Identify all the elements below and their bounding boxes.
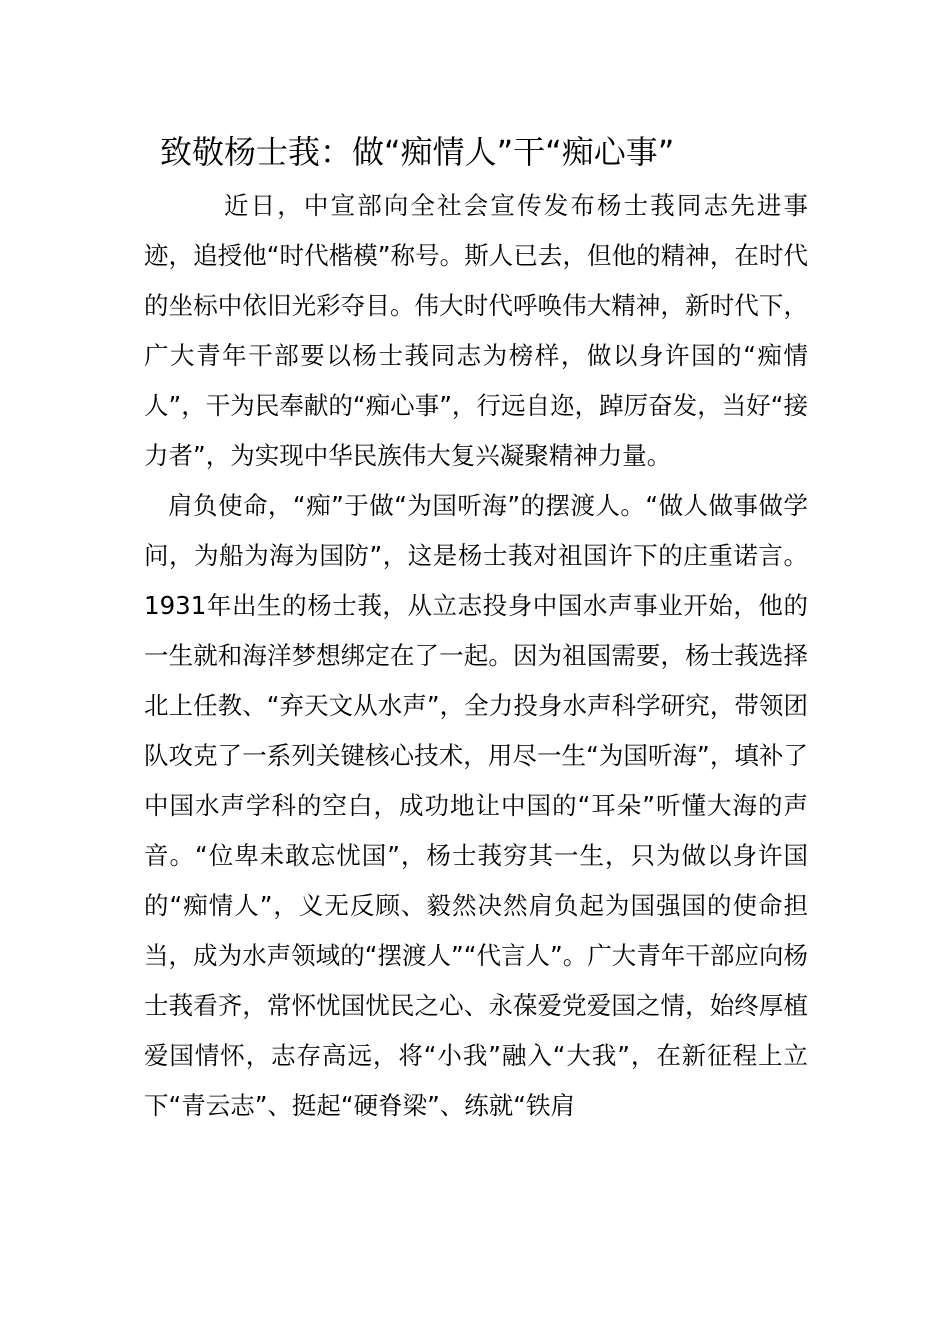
document-body (144, 181, 808, 1131)
paragraph-intro: 近日，中宣部向全社会宣传发布杨士莪同志先进事迹，追授他“时代楷模”称号。斯人已去，但他的精神，在时代的坐标中依旧光彩夺目。伟大时代呼唤伟大精神，新时代下，广大青年干部要以杨士莪同志为榜样，做以身许国的“痴情人”，干为民奉献的“痴心事”，行远自迩，踔厉奋发，当好“接力者”，为实现中华民族伟大复兴凝聚精神力量。 (144, 191, 808, 470)
paragraph-mission: 肩负使命，“痴”于做“为国听海”的摆渡人。“做人做事做学问，为船为海为国防”，这是杨士莪对祖国许下的庄重诺言。1931年出生的杨士莪，从立志投身中国水声事业开始，他的一生就和海洋梦想绑定在了一起。因为祖国需要，杨士莪选择北上任教、“弃天文从水声”，全力投身水声科学研究，带领团队攻克了一系列关键核心技术，用尽一生“为国听海”，填补了中国水声学科的空白，成功地让中国的“耳朵”听懂大海的声音。“位卑未敢忘忧国”，杨士莪穷其一生，只为做以身许国的“痴情人”，义无反顾、毅然决然肩负起为国强国的使命担当，成为水声领域的“摆渡人”“代言人”。广大青年干部应向杨士莪看齐，常怀忧国忧民之心、永葆爱党爱国之情，始终厚植爱国情怀，志存高远，将“小我”融入“大我”，在新征程上立下“青云志”、挺起“硬脊梁”、练就“铁肩 (144, 491, 808, 1120)
document-title: 致敬杨士莪：做“痴情人”干“痴心事” (160, 133, 675, 171)
